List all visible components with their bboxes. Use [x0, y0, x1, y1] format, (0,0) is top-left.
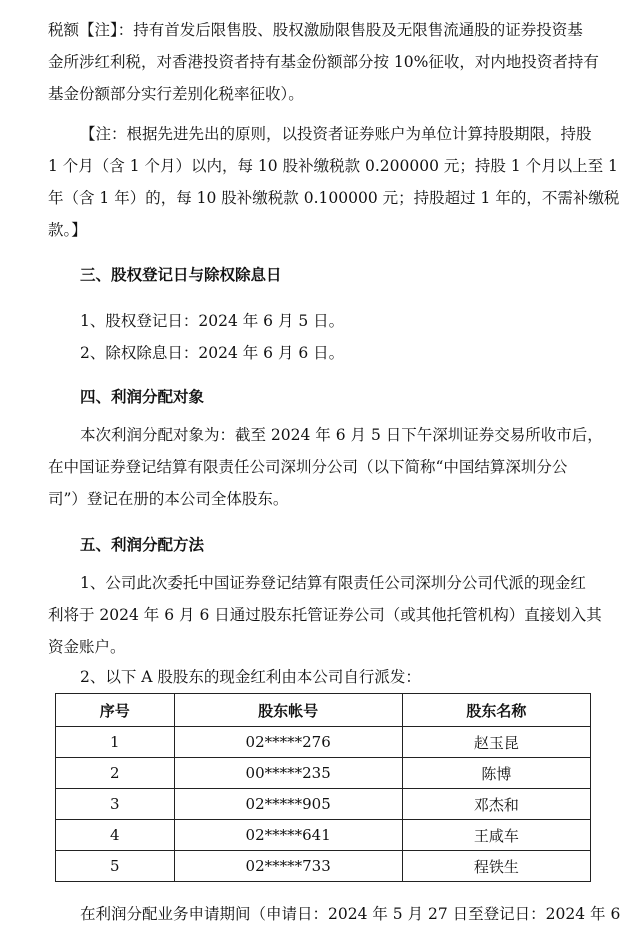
- row-account: 00*****235: [174, 758, 402, 789]
- row-account: 02*****276: [174, 727, 402, 758]
- section4-heading: 四、利润分配对象: [80, 388, 205, 406]
- header-account: 股东帐号: [174, 694, 402, 727]
- row-account: 02*****905: [174, 789, 402, 820]
- note-line-2: 1 个月（含 1 个月）以内，每 10 股补缴税款 0.200000 元；持股 1 个月以上至 1: [48, 157, 618, 175]
- row-seq: 5: [56, 851, 175, 882]
- method1-line-1: 1、公司此次委托中国证券登记结算有限责任公司深圳分公司代派的现金红: [80, 574, 586, 592]
- note-line-3: 年（含 1 年）的，每 10 股补缴税款 0.100000 元；持股超过 1 年的，不需补缴税: [48, 189, 620, 207]
- table-row: [56, 851, 591, 882]
- row-holder-name: 邓杰和: [402, 789, 590, 820]
- ex-dividend-date: 2、除权除息日：2024 年 6 月 6 日。: [80, 344, 345, 362]
- row-account: 02*****641: [174, 820, 402, 851]
- record-date: 1、股权登记日：2024 年 6 月 5 日。: [80, 312, 345, 330]
- method1-line-3: 资金账户。: [48, 638, 126, 656]
- section3-heading: 三、股权登记日与除权除息日: [80, 266, 282, 284]
- object-line-2: 在中国证券登记结算有限责任公司深圳分公司（以下简称“中国结算深圳分公: [48, 458, 568, 476]
- table-row: [56, 789, 591, 820]
- table-row: [56, 820, 591, 851]
- row-seq: 3: [56, 789, 175, 820]
- method2: 2、以下 A 股股东的现金红利由本公司自行派发：: [80, 668, 421, 686]
- row-holder-name: 王咸车: [402, 820, 590, 851]
- row-holder-name: 陈博: [402, 758, 590, 789]
- tax-note-line-1: 税额【注】：持有首发后限售股、股权激励限售股及无限售流通股的证券投资基: [48, 21, 583, 39]
- last-line: 在利润分配业务申请期间（申请日：2024 年 5 月 27 日至登记日：2024 年 6: [80, 905, 621, 923]
- object-line-1: 本次利润分配对象为：截至 2024 年 6 月 5 日下午深圳证券交易所收市后，: [80, 426, 603, 444]
- shareholder-table: [55, 693, 591, 882]
- object-line-3: 司”）登记在册的本公司全体股东。: [48, 490, 289, 508]
- note-line-4: 款。】: [48, 221, 87, 239]
- method1-line-2: 利将于 2024 年 6 月 6 日通过股东托管证券公司（或其他托管机构）直接划入其: [48, 606, 602, 624]
- note-line-1: 【注：根据先进先出的原则，以投资者证券账户为单位计算持股期限，持股: [80, 125, 592, 143]
- table-row: [56, 727, 591, 758]
- section5-heading: 五、利润分配方法: [80, 536, 205, 554]
- table-row: [56, 758, 591, 789]
- row-seq: 4: [56, 820, 175, 851]
- row-seq: 2: [56, 758, 175, 789]
- header-name: 股东名称: [402, 694, 590, 727]
- row-holder-name: 赵玉昆: [402, 727, 590, 758]
- row-account: 02*****733: [174, 851, 402, 882]
- tax-note-line-2: 金所涉红利税，对香港投资者持有基金份额部分按 10%征收，对内地投资者持有: [48, 53, 599, 71]
- table-header-row: [56, 694, 591, 727]
- tax-note-line-3: 基金份额部分实行差别化税率征收）。: [48, 85, 304, 103]
- row-holder-name: 程铁生: [402, 851, 590, 882]
- header-seq: 序号: [56, 694, 175, 727]
- row-seq: 1: [56, 727, 175, 758]
